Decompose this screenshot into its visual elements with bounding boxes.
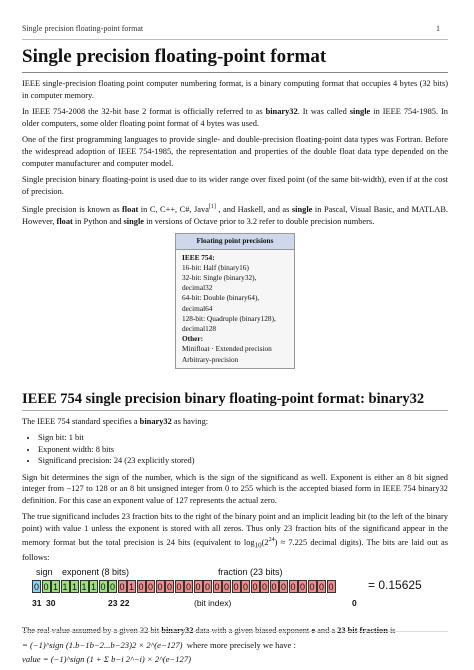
bit-cell: 0 — [138, 582, 144, 593]
infobox-item[interactable]: Arbitrary-precision — [182, 354, 239, 364]
bit-cell: 0 — [242, 582, 248, 593]
bit-cell: 1 — [71, 582, 77, 593]
sign-label: sign — [36, 567, 53, 578]
formula-2: value = (−1)^sign (1 + Σ b−i 2^−i) × 2^(e−127) — [22, 653, 191, 664]
infobox-ieee-heading: IEEE 754: — [182, 252, 215, 262]
bit-cell: 0 — [214, 582, 220, 593]
bit-cell: 0 — [119, 582, 125, 593]
section-heading-binary32: IEEE 754 single precision binary floating-point format: binary32 — [22, 391, 448, 411]
bit-cell: 0 — [280, 582, 286, 593]
bit-index-label: (bit index) — [194, 598, 232, 609]
page-title: Single precision floating-point format — [22, 46, 448, 73]
list-item: • Exponent width: 8 bits — [38, 444, 448, 455]
bit-cell: 0 — [157, 582, 163, 593]
bit-cell: 0 — [309, 582, 315, 593]
bit-layout-diagram — [22, 568, 448, 620]
infobox-item[interactable]: 32-bit: Single (binary32), decimal32 — [182, 272, 257, 293]
article — [22, 46, 448, 667]
bit-cell: 0 — [318, 582, 324, 593]
intro-paragraph-4: Single precision binary floating-point is used due to its wider range over fixed point (of the same bit-width), even if at the cost of precision. — [22, 175, 448, 196]
infobox-item[interactable]: Minifloat · Extended precision — [182, 344, 272, 354]
infobox-other-heading: Other: — [182, 334, 204, 344]
bit-cell: 1 — [81, 582, 87, 593]
precision-infobox — [175, 233, 295, 368]
bit-cell: 0 — [109, 582, 115, 593]
bit-cell: 0 — [100, 582, 106, 593]
bit-cell: 0 — [176, 582, 182, 593]
spec-intro: The IEEE 754 standard specifies a binary32 as having: — [22, 416, 209, 426]
formula-1: = (−1)^sign (1.b−1b−2...b−23)2 × 2^(e−127) where more precisely we have : — [22, 639, 296, 650]
infobox-item[interactable]: 16-bit: Half (binary16) — [182, 262, 249, 272]
bit-cell: 0 — [290, 582, 296, 593]
significand-paragraph: The true significand includes 23 fraction bits to the right of the binary point and an implicit leading bit (to the left of the binary point) with value 1 unless the exponent is stored with all zeros. Thus only 23 fraction bits of the significand appear in the memory format but the total precision is 24 bits (equivalent to $\log_{10}(2^{24}) \approx 7.225$ decimal digits). The bits are laid out as follows: — [22, 512, 448, 562]
decimal-value: = 0.15625 — [368, 578, 422, 593]
list-item: • Significand precision: 24 (23 explicitly stored) — [38, 455, 448, 466]
bit-cell: 1 — [128, 582, 134, 593]
bit-cell: 0 — [204, 582, 210, 593]
infobox-item[interactable]: decimal128 — [182, 323, 217, 333]
running-header-title: Single precision floating-point format — [22, 24, 144, 33]
bit-cell: 0 — [299, 582, 305, 593]
intro-paragraph-5: Single precision is known as float in C, C++, C#, Java[1] , and Haskell, and as single in Pascal, Visual Basic, and MATLAB. However, float in Python and single in versions of Octave prior to 3.2 refer to double precision numbers. — [22, 204, 448, 226]
bit-cell: 0 — [166, 582, 172, 593]
citation-link[interactable]: [1] — [208, 204, 216, 211]
bit-index-30: 30 — [46, 598, 56, 609]
bit-cell: 0 — [261, 582, 267, 593]
bit-cell: 0 — [43, 582, 49, 593]
bit-cell: 0 — [195, 582, 201, 593]
infobox-title: Floating point precisions — [176, 234, 294, 249]
bit-cell: 0 — [223, 582, 229, 593]
page-number: 1 — [436, 24, 440, 33]
bit-cell: 0 — [147, 582, 153, 593]
bit-cell: 0 — [33, 582, 39, 593]
bit-index-0: 0 — [352, 598, 357, 609]
header-rule — [22, 39, 448, 40]
real-value-paragraph: The real value assumed by a given 32 bit binary32 data with a given biased exponent e and a 23 bit fraction is — [22, 626, 396, 636]
bit-cell: 1 — [62, 582, 68, 593]
spec-list — [22, 432, 448, 466]
bit-cell: 0 — [252, 582, 258, 593]
footer-rule — [22, 631, 448, 632]
bit-cell: 1 — [90, 582, 96, 593]
bit-cell: 0 — [328, 582, 334, 593]
infobox-item[interactable]: 128-bit: Quadruple (binary128), — [182, 313, 276, 323]
infobox-item[interactable]: 64-bit: Double (binary64), decimal64 — [182, 293, 260, 313]
sign-paragraph: Sign bit determines the sign of the number, which is the sign of the significand as well. Exponent is either an 8 bit signed integer from −127 to 128 or an 8 bit unsigned integer from 0 to 255 which is the accepted biased form in IEEE 754 binary32 definition. For this case an exponent value of 127 represents the actual zero. — [22, 472, 448, 505]
list-item: • Sign bit: 1 bit — [38, 432, 448, 443]
bit-index-31: 31 — [32, 598, 42, 609]
bit-cell: 0 — [185, 582, 191, 593]
exponent-label: exponent (8 bits) — [62, 567, 130, 578]
bit-cell: 1 — [52, 582, 58, 593]
bit-index-23: 23 — [108, 598, 118, 609]
intro-paragraph-3: One of the first programming languages to provide single- and double-precision floating-point data types was Fortran. Before the widespread adoption of IEEE 754-1985, the representation and properties of the double float data type depended on the computer manufacturer and computer model. — [22, 135, 448, 168]
intro-paragraph-2: In IEEE 754-2008 the 32-bit base 2 format is officially referred to as binary32. It was called single in IEEE 754-1985. In older computers, some older floating point format of 4 bytes was used. — [22, 107, 448, 128]
intro-paragraph-1: IEEE single-precision floating point computer numbering format, is a binary computing format that occupies 4 bytes (32 bits) in computer memory. — [22, 79, 448, 100]
fraction-label: fraction (23 bits) — [218, 567, 283, 578]
bit-cell: 0 — [233, 582, 239, 593]
bit-index-22: 22 — [120, 598, 130, 609]
bit-cell: 0 — [271, 582, 277, 593]
